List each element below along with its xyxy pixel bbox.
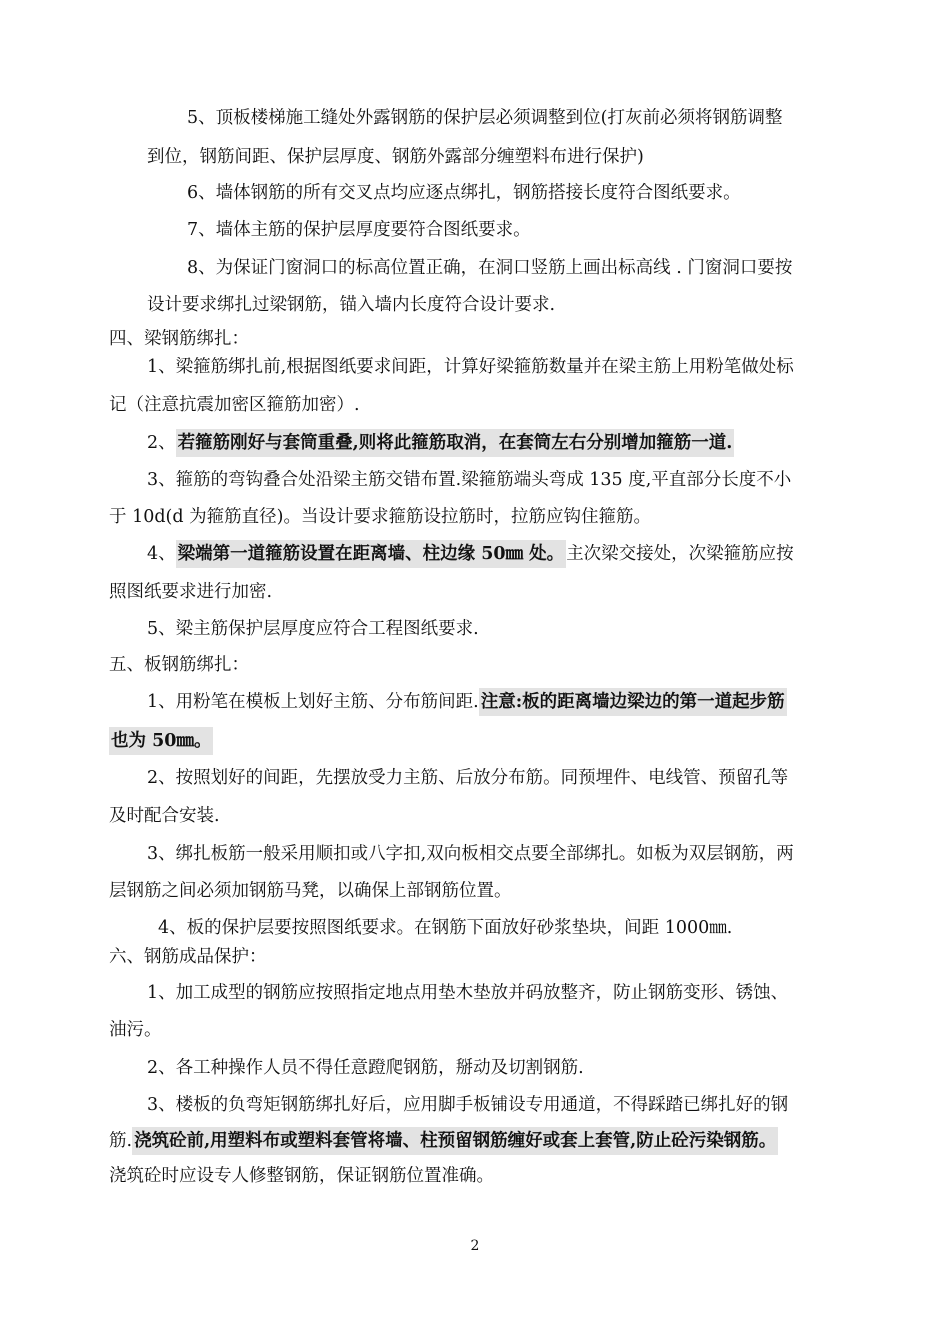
text-line <box>109 580 272 604</box>
line-text: 主次梁交接处，次梁箍筋应按 <box>566 544 794 564</box>
text-line <box>147 617 479 641</box>
line-text: 记（注意抗震加密区箍筋加密）. <box>109 395 360 415</box>
line-text: 5、梁主筋保护层厚度应符合工程图纸要求. <box>147 619 479 639</box>
text-line <box>147 1056 584 1080</box>
text-line <box>187 218 531 242</box>
line-text: 7、墙体主筋的保护层厚度要符合图纸要求。 <box>187 220 531 240</box>
line-text: 3、楼板的负弯矩钢筋绑扎好后，应用脚手板铺设专用通道，不得踩踏已绑扎好的钢 <box>147 1095 789 1115</box>
text-line <box>109 1018 162 1042</box>
line-text: 5、顶板楼梯施工缝处外露钢筋的保护层必须调整到位(打灰前必须将钢筋调整 <box>187 108 783 128</box>
text-line <box>109 879 512 903</box>
text-line <box>147 355 794 379</box>
text-line <box>109 1129 778 1153</box>
section-heading <box>109 327 249 351</box>
highlighted-text: 也为 50㎜。 <box>109 727 213 755</box>
line-text: 到位，钢筋间距、保护层厚度、钢筋外露部分缠塑料布进行保护) <box>147 147 644 167</box>
text-line <box>187 181 741 205</box>
text-line <box>147 981 788 1005</box>
heading-text: 六、钢筋成品保护： <box>109 947 267 967</box>
line-text: 2、各工种操作人员不得任意蹬爬钢筋，掰动及切割钢筋. <box>147 1058 584 1078</box>
page-number: 2 <box>470 1238 480 1254</box>
line-text: 1、梁箍筋绑扎前,根据图纸要求间距，计算好梁箍筋数量并在梁主筋上用粉笔做处标 <box>147 357 794 377</box>
line-text: 6、墙体钢筋的所有交叉点均应逐点绑扎，钢筋搭接长度符合图纸要求。 <box>187 183 741 203</box>
line-text: 3、绑扎板筋一般采用顺扣或八字扣,双向板相交点要全部绑扎。如板为双层钢筋，两 <box>147 844 794 864</box>
text-line <box>109 505 651 529</box>
line-text: 设计要求绑扎过梁钢筋，锚入墙内长度符合设计要求. <box>147 295 556 315</box>
section-heading <box>109 653 249 677</box>
text-line <box>147 468 791 492</box>
line-text: 及时配合安装. <box>109 806 220 826</box>
text-line <box>147 766 788 790</box>
text-line <box>147 431 734 455</box>
text-line <box>109 1164 494 1188</box>
text-line <box>187 106 782 130</box>
section-heading <box>109 945 267 969</box>
line-text: 筋. <box>109 1131 133 1151</box>
text-line <box>147 690 787 714</box>
line-text: 8、为保证门窗洞口的标高位置正确，在洞口竖筋上画出标高线 . 门窗洞口要按 <box>187 258 793 278</box>
text-line <box>158 916 732 940</box>
line-text: 1、用粉笔在模板上划好主筋、分布筋间距. <box>147 692 479 712</box>
line-text: 照图纸要求进行加密. <box>109 582 273 602</box>
highlighted-text: 浇筑砼前,用塑料布或塑料套管将墙、柱预留钢筋缠好或套上套管,防止砼污染钢筋。 <box>132 1127 778 1155</box>
line-text: 1、加工成型的钢筋应按照指定地点用垫木垫放并码放整齐，防止钢筋变形、锈蚀、 <box>147 983 789 1003</box>
text-line <box>147 1093 788 1117</box>
line-text: 3、箍筋的弯钩叠合处沿梁主筋交错布置.梁箍筋端头弯成 135 度,平直部分长度不小 <box>147 470 792 490</box>
line-text: 层钢筋之间必须加钢筋马凳，以确保上部钢筋位置。 <box>109 881 512 901</box>
line-text: 2、按照划好的间距，先摆放受力主筋、后放分布筋。同预埋件、电线管、预留孔等 <box>147 768 789 788</box>
line-text: 4、 <box>147 544 176 564</box>
text-line <box>109 804 220 828</box>
text-line <box>147 842 794 866</box>
line-text: 油污。 <box>109 1020 162 1040</box>
text-line <box>147 293 555 317</box>
line-text: 2、 <box>147 433 176 453</box>
highlighted-text: 注意:板的距离墙边梁边的第一道起步筋 <box>479 688 787 716</box>
heading-text: 四、梁钢筋绑扎： <box>109 329 249 349</box>
heading-text: 五、板钢筋绑扎： <box>109 655 249 675</box>
line-text: 浇筑砼时应设专人修整钢筋，保证钢筋位置准确。 <box>109 1166 494 1186</box>
highlighted-text: 若箍筋刚好与套筒重叠,则将此箍筋取消，在套筒左右分别增加箍筋一道. <box>176 429 735 457</box>
text-line <box>187 256 792 280</box>
line-text: 于 10d(d 为箍筋直径)。当设计要求箍筋设拉筋时，拉筋应钩住箍筋。 <box>109 507 651 527</box>
text-line <box>147 145 644 169</box>
text-line <box>147 542 794 566</box>
line-text: 4、板的保护层要按照图纸要求。在钢筋下面放好砂浆垫块，间距 1000㎜. <box>158 918 733 938</box>
highlighted-text: 梁端第一道箍筋设置在距离墙、柱边缘 50㎜ 处。 <box>176 540 567 568</box>
text-line <box>109 729 213 753</box>
text-line <box>109 393 360 417</box>
